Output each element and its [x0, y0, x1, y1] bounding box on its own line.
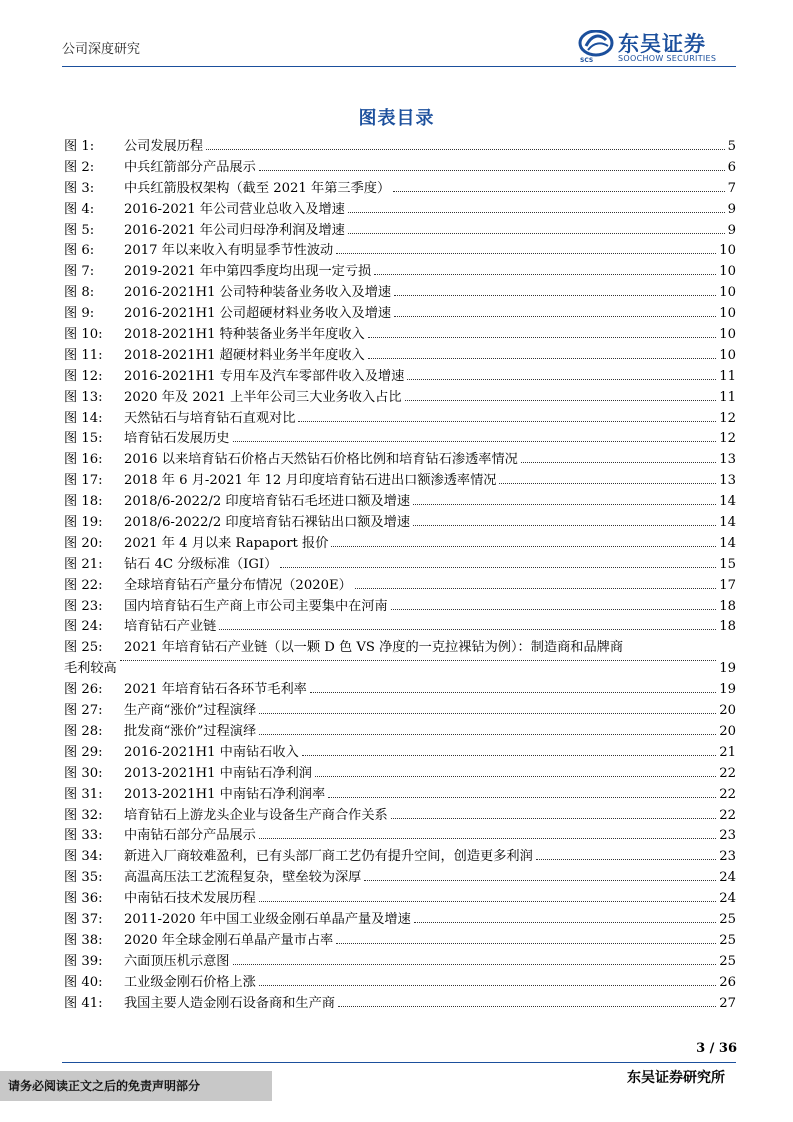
toc-label: 图 34: — [64, 849, 103, 865]
toc-page-number: 5 — [727, 139, 736, 154]
toc-leader-dots — [499, 482, 716, 484]
toc-text: 2016-2021H1 中南钻石收入 — [124, 744, 299, 760]
toc-page-number: 10 — [719, 347, 736, 363]
toc-text: 2018/6-2022/2 印度培育钻石毛坯进口额及增速 — [124, 494, 411, 510]
toc-text: 2011-2020 年中国工业级金刚石单晶产量及增速 — [124, 911, 411, 927]
toc-label: 图 29: — [64, 744, 103, 760]
toc-label: 图 18: — [64, 494, 103, 510]
toc-text: 生产商“涨价”过程演绎 — [124, 703, 257, 719]
toc-leader-dots — [259, 837, 716, 839]
toc-entry[interactable] — [64, 597, 736, 618]
toc-text: 2020 年全球金刚石单晶产量市占率 — [124, 932, 334, 948]
toc-leader-dots — [120, 659, 716, 661]
toc-page-number: 25 — [719, 932, 736, 948]
toc-leader-dots — [393, 190, 724, 192]
toc-text: 中南钻石部分产品展示 — [124, 828, 256, 844]
toc-leader-dots — [413, 524, 716, 526]
toc-label: 图 9: — [64, 306, 95, 322]
toc-label: 图 40: — [64, 974, 103, 990]
toc-entry[interactable] — [64, 722, 736, 743]
toc-label: 图 8: — [64, 285, 95, 301]
toc-leader-dots — [374, 273, 716, 275]
toc-label: 图 6: — [64, 243, 95, 259]
toc-page-number: 23 — [719, 828, 736, 844]
toc-page-number: 10 — [719, 327, 736, 343]
figure-list — [64, 137, 736, 1014]
toc-text: 中兵红箭股权架构（截至 2021 年第三季度） — [124, 180, 391, 196]
toc-text: 培育钻石发展历史 — [124, 431, 230, 447]
toc-leader-dots — [414, 921, 716, 923]
toc-entry[interactable] — [64, 262, 736, 283]
toc-text: 培育钻石产业链 — [124, 619, 217, 635]
toc-leader-dots — [315, 775, 716, 777]
toc-leader-dots — [391, 608, 716, 610]
toc-page-number: 20 — [719, 703, 736, 719]
toc-entry[interactable] — [64, 221, 736, 242]
toc-label: 图 31: — [64, 786, 103, 802]
toc-page-number: 22 — [719, 786, 736, 802]
toc-label: 图 23: — [64, 598, 103, 614]
report-type: 公司深度研究 — [62, 42, 141, 57]
toc-entry[interactable] — [64, 304, 736, 325]
disclaimer-banner: 请务必阅读正文之后的免责声明部分 — [0, 1071, 272, 1101]
toc-text: 批发商“涨价”过程演绎 — [124, 723, 257, 739]
toc-text: 公司发展历程 — [124, 139, 204, 154]
toc-page-number: 27 — [719, 995, 736, 1011]
toc-page-number: 9 — [727, 222, 736, 238]
toc-label: 图 37: — [64, 911, 103, 927]
toc-leader-dots — [394, 294, 716, 296]
toc-entry[interactable] — [64, 283, 736, 304]
institute-name: 东吴证券研究所 — [627, 1070, 725, 1086]
header-divider — [62, 66, 736, 67]
toc-text: 培育钻石上游龙头企业与设备生产商合作关系 — [124, 807, 388, 823]
toc-label: 图 4: — [64, 201, 95, 217]
toc-entry[interactable] — [64, 388, 736, 409]
toc-label: 图 38: — [64, 932, 103, 948]
toc-label: 图 15: — [64, 431, 103, 447]
toc-entry[interactable] — [64, 576, 736, 597]
toc-text: 2018-2021H1 超硬材料业务半年度收入 — [124, 347, 365, 363]
toc-entry[interactable] — [64, 137, 736, 158]
toc-page-number: 20 — [719, 723, 736, 739]
toc-label: 图 5: — [64, 222, 95, 238]
toc-leader-dots — [407, 378, 716, 380]
toc-label: 图 21: — [64, 556, 103, 572]
toc-page-number: 14 — [719, 515, 736, 531]
toc-text: 中南钻石技术发展历程 — [124, 891, 256, 907]
toc-entry[interactable] — [64, 743, 736, 764]
toc-label: 图 11: — [64, 347, 103, 363]
toc-page-number: 6 — [727, 159, 736, 175]
toc-page-number: 17 — [719, 577, 736, 593]
toc-text: 2020 年及 2021 上半年公司三大业务收入占比 — [124, 389, 402, 405]
toc-leader-dots — [394, 315, 716, 317]
toc-label: 图 12: — [64, 368, 103, 384]
toc-label: 图 7: — [64, 264, 95, 280]
toc-page-number: 24 — [719, 870, 736, 886]
footer-divider — [62, 1062, 736, 1063]
toc-page-number: 18 — [719, 619, 736, 635]
toc-text: 六面顶压机示意图 — [124, 953, 230, 969]
toc-label: 图 16: — [64, 452, 103, 468]
toc-leader-dots — [368, 336, 716, 338]
toc-text: 2016 以来培育钻石价格占天然钻石价格比例和培育钻石渗透率情况 — [124, 452, 518, 468]
toc-label: 图 35: — [64, 870, 103, 886]
toc-entry[interactable] — [64, 910, 736, 931]
page-title: 图表目录 — [358, 108, 435, 129]
toc-entry[interactable] — [64, 764, 736, 785]
toc-entry[interactable] — [64, 346, 736, 367]
toc-leader-dots — [206, 148, 724, 150]
toc-page-number: 12 — [719, 431, 736, 447]
toc-page-number: 12 — [719, 410, 736, 426]
toc-page-number: 7 — [727, 180, 736, 196]
toc-entry[interactable] — [64, 179, 736, 200]
toc-page-number: 23 — [719, 849, 736, 865]
toc-entry[interactable] — [64, 785, 736, 806]
toc-label: 图 39: — [64, 953, 103, 969]
toc-leader-dots — [259, 712, 716, 714]
toc-text: 全球培育钻石产量分布情况（2020E） — [124, 577, 352, 593]
toc-entry[interactable] — [64, 868, 736, 889]
brand-mark-icon — [578, 30, 614, 58]
toc-entry[interactable] — [64, 241, 736, 262]
toc-text: 2019-2021 年中第四季度均出现一定亏损 — [124, 264, 372, 280]
toc-text: 2013-2021H1 中南钻石净利润率 — [124, 786, 326, 802]
toc-text: 国内培育钻石生产商上市公司主要集中在河南 — [124, 598, 388, 614]
toc-text: 2017 年以来收入有明显季节性波动 — [124, 243, 334, 259]
brand-logo — [578, 30, 738, 66]
toc-leader-dots — [259, 733, 716, 735]
toc-entry[interactable] — [64, 638, 736, 680]
toc-label: 图 13: — [64, 389, 103, 405]
toc-text: 2013-2021H1 中南钻石净利润 — [124, 765, 312, 781]
toc-label: 图 30: — [64, 765, 103, 781]
toc-leader-dots — [259, 169, 725, 171]
toc-leader-dots — [348, 232, 725, 234]
toc-text: 2018-2021H1 特种装备业务半年度收入 — [124, 327, 365, 343]
toc-page-number: 19 — [719, 682, 736, 698]
page-number: 3 / 36 — [696, 1041, 737, 1056]
toc-entry[interactable] — [64, 158, 736, 179]
toc-entry[interactable] — [64, 200, 736, 221]
toc-entry[interactable] — [64, 806, 736, 827]
toc-leader-dots — [348, 211, 725, 213]
toc-text: 2021 年 4 月以来 Rapaport 报价 — [124, 535, 329, 551]
toc-text-continued: 毛利较高 — [64, 661, 117, 677]
toc-text: 2018/6-2022/2 印度培育钻石裸钻出口额及增速 — [124, 515, 411, 531]
toc-entry[interactable] — [64, 931, 736, 952]
toc-page-number: 22 — [719, 765, 736, 781]
toc-label: 图 2: — [64, 159, 95, 175]
toc-leader-dots — [310, 691, 716, 693]
toc-page-number: 14 — [719, 494, 736, 510]
toc-entry[interactable] — [64, 450, 736, 471]
toc-text: 工业级金刚石价格上涨 — [124, 974, 256, 990]
toc-leader-dots — [355, 587, 716, 589]
toc-entry[interactable] — [64, 847, 736, 868]
toc-label: 图 25: — [64, 640, 103, 656]
toc-leader-dots — [280, 566, 716, 568]
toc-entry[interactable] — [64, 409, 736, 430]
toc-entry[interactable] — [64, 325, 736, 346]
toc-page-number: 11 — [719, 389, 736, 405]
toc-leader-dots — [391, 817, 716, 819]
toc-label: 图 27: — [64, 703, 103, 719]
toc-text: 2016-2021H1 公司超硬材料业务收入及增速 — [124, 306, 392, 322]
toc-label: 图 10: — [64, 327, 103, 343]
toc-text: 新进入厂商较难盈利，已有头部厂商工艺仍有提升空间，创造更多利润 — [124, 849, 533, 865]
toc-text: 2021 年培育钻石产业链（以一颗 D 色 VS 净度的一克拉裸钻为例）：制造商和品牌商 — [124, 640, 624, 656]
toc-label: 图 28: — [64, 723, 103, 739]
toc-page-number: 13 — [719, 452, 736, 468]
toc-leader-dots — [233, 963, 717, 965]
toc-page-number: 25 — [719, 911, 736, 927]
brand-name-cn: 东吴证券 — [618, 32, 706, 56]
toc-text: 2016-2021 年公司营业总收入及增速 — [124, 201, 345, 217]
toc-leader-dots — [338, 1005, 716, 1007]
toc-leader-dots — [259, 984, 716, 986]
toc-text: 我国主要人造金刚石设备商和生产商 — [124, 995, 335, 1011]
toc-entry[interactable] — [64, 680, 736, 701]
toc-text: 高温高压法工艺流程复杂，壁垒较为深厚 — [124, 870, 362, 886]
toc-page-number: 14 — [719, 535, 736, 551]
toc-entry[interactable] — [64, 973, 736, 994]
toc-entry[interactable] — [64, 555, 736, 576]
toc-page-number: 10 — [719, 285, 736, 301]
toc-leader-dots — [302, 754, 716, 756]
toc-page-number: 18 — [719, 598, 736, 614]
toc-leader-dots — [364, 879, 716, 881]
toc-label: 图 19: — [64, 515, 103, 531]
toc-leader-dots — [259, 900, 716, 902]
toc-label: 图 1: — [64, 139, 95, 154]
toc-leader-dots — [331, 545, 716, 547]
toc-leader-dots — [336, 252, 716, 254]
toc-leader-dots — [328, 796, 716, 798]
toc-entry[interactable] — [64, 994, 736, 1015]
toc-label: 图 20: — [64, 535, 103, 551]
toc-page-number: 15 — [719, 556, 736, 572]
toc-entry[interactable] — [64, 513, 736, 534]
toc-page-number: 11 — [719, 368, 736, 384]
toc-label: 图 32: — [64, 807, 103, 823]
toc-leader-dots — [521, 461, 716, 463]
toc-page-number: 26 — [719, 974, 736, 990]
toc-text: 天然钻石与培育钻石直观对比 — [124, 410, 296, 426]
toc-label: 图 36: — [64, 891, 103, 907]
toc-entry[interactable] — [64, 889, 736, 910]
toc-label: 图 41: — [64, 995, 103, 1011]
toc-entry[interactable] — [64, 492, 736, 513]
toc-page-number: 10 — [719, 264, 736, 280]
toc-leader-dots — [233, 440, 717, 442]
toc-page-number: 13 — [719, 473, 736, 489]
toc-leader-dots — [413, 503, 716, 505]
toc-entry[interactable] — [64, 429, 736, 450]
brand-mark-text: SCS — [580, 57, 594, 64]
toc-label: 图 3: — [64, 180, 95, 196]
toc-text: 2018 年 6 月-2021 年 12 月印度培育钻石进出口额渗透率情况 — [124, 473, 497, 489]
toc-leader-dots — [298, 420, 716, 422]
toc-text: 2016-2021H1 公司特种装备业务收入及增速 — [124, 285, 392, 301]
toc-text: 2016-2021 年公司归母净利润及增速 — [124, 222, 345, 238]
toc-entry[interactable] — [64, 367, 736, 388]
toc-text: 中兵红箭部分产品展示 — [124, 159, 256, 175]
toc-page-number: 9 — [727, 201, 736, 217]
toc-label: 图 17: — [64, 473, 103, 489]
toc-label: 图 26: — [64, 682, 103, 698]
toc-leader-dots — [536, 858, 716, 860]
toc-entry[interactable] — [64, 471, 736, 492]
toc-leader-dots — [368, 357, 716, 359]
toc-page-number: 19 — [719, 661, 736, 677]
toc-leader-dots — [219, 628, 716, 630]
toc-leader-dots — [405, 399, 717, 401]
toc-label: 图 22: — [64, 577, 103, 593]
toc-entry[interactable] — [64, 534, 736, 555]
toc-page-number: 24 — [719, 891, 736, 907]
brand-name-en: SOOCHOW SECURITIES — [618, 54, 717, 63]
toc-entry[interactable] — [64, 617, 736, 638]
toc-page-number: 21 — [719, 744, 736, 760]
toc-text: 2021 年培育钻石各环节毛利率 — [124, 682, 307, 698]
toc-text: 钻石 4C 分级标准（IGI） — [124, 556, 278, 572]
toc-entry[interactable] — [64, 701, 736, 722]
toc-page-number: 25 — [719, 953, 736, 969]
toc-entry[interactable] — [64, 826, 736, 847]
toc-page-number: 22 — [719, 807, 736, 823]
toc-text: 2016-2021H1 专用车及汽车零部件收入及增速 — [124, 368, 405, 384]
toc-page-number: 10 — [719, 306, 736, 322]
toc-label: 图 24: — [64, 619, 103, 635]
toc-leader-dots — [336, 942, 716, 944]
toc-label: 图 33: — [64, 828, 103, 844]
toc-label: 图 14: — [64, 410, 103, 426]
toc-entry[interactable] — [64, 952, 736, 973]
toc-page-number: 10 — [719, 243, 736, 259]
